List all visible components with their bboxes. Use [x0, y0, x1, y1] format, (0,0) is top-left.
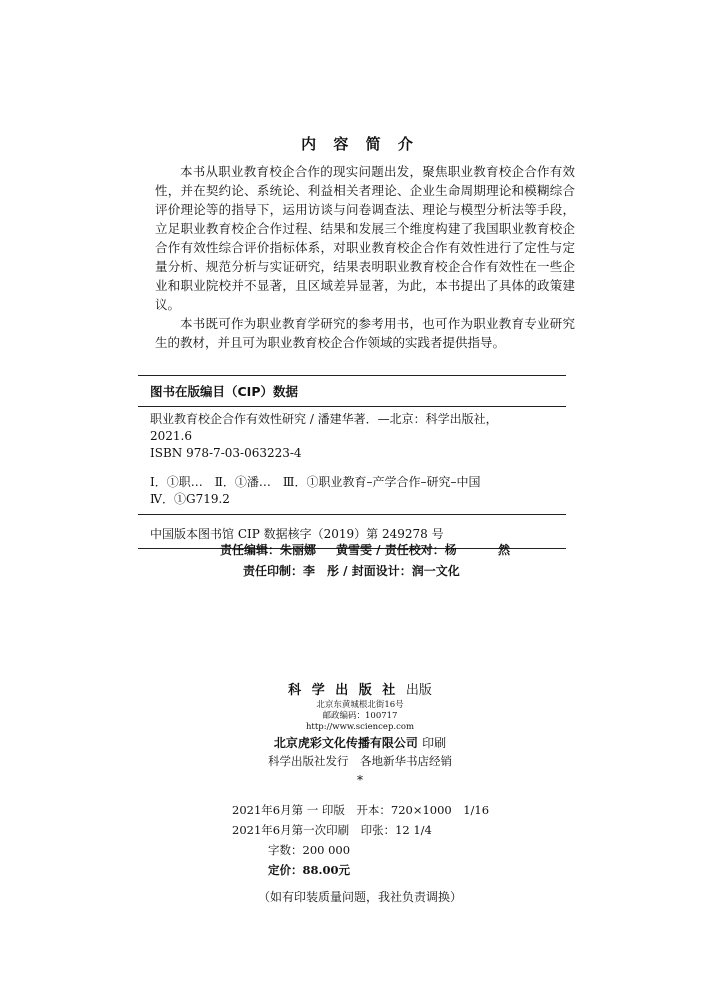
- credits: [0, 540, 720, 582]
- publisher-name: [0, 683, 720, 700]
- publisher-address: 北京东黄城根北街16号: [316, 699, 404, 710]
- cip-isbn: ISBN 978-7-03-063223-4: [150, 446, 302, 460]
- imprint-info: [232, 800, 489, 880]
- credit-line-production: [0, 561, 720, 582]
- imprint-printing: 2021年6月第一次印刷 印张：12 1/4: [232, 823, 432, 837]
- cip-line: 职业教育校企合作有效性研究 / 潘建华著．—北京：科学出版社，: [150, 412, 498, 426]
- cip-heading-rule: [138, 406, 566, 407]
- cip-heading: 图书在版编目（CIP）数据: [150, 384, 298, 399]
- cip-classification: Ⅰ．①职… Ⅱ．①潘… Ⅲ．①职业教育–产学合作–研究–中国: [150, 475, 481, 489]
- imprint-wordcount: 字数：200 000: [268, 843, 351, 857]
- imprint-edition: 2021年6月第 一 印版 开本：720×1000 1/16: [232, 803, 490, 817]
- credit-editor: 责任编辑：朱丽娜: [220, 543, 317, 557]
- publisher-postcode: 邮政编码：100717: [322, 710, 398, 721]
- summary-body: [155, 162, 575, 352]
- separator-star: *: [357, 773, 363, 788]
- cip-middle-rule: [138, 514, 566, 515]
- publisher-block: [0, 683, 720, 789]
- cip-line: 2021.6: [150, 429, 192, 443]
- cip-approval-number: 中国版本图书馆 CIP 数据核字（2019）第 249278 号: [150, 527, 444, 541]
- cip-record: [150, 411, 566, 508]
- printer-name-suffix: 印刷: [422, 735, 447, 750]
- credit-editor-proofreader: 黄雪雯 / 责任校对：杨: [336, 543, 457, 557]
- cip-top-rule: [138, 375, 566, 376]
- publisher-website: http://www.sciencep.com: [305, 721, 415, 732]
- imprint-price: 定价：88.00元: [268, 863, 351, 877]
- credit-line-editors: [0, 540, 720, 561]
- printer-name: [0, 736, 720, 752]
- publisher-name-text: 科 学 出 版 社: [288, 683, 399, 698]
- credit-proofreader-tail: 然: [498, 543, 511, 557]
- summary-paragraph: 本书从职业教育校企合作的现实问题出发，聚焦职业教育校企合作有效性，并在契约论、系统论、利益相关者理论、企业生命周期理论和模糊综合评价理论等的指导下，运用访谈与问卷调查法、理论与模型分析法等手段，立足职业教育校企合作过程、结果和发展三个维度构建了我国职业教育校企合作有效性综合评价指标体系，对职业教育校企合作有效性进行了定性与定量分析、规范分析与实证研究，结果表明职业教育校企合作有效性在一些企业和职业院校并不显著，且区域差异显著，为此，本书提出了具体的政策建议。: [155, 164, 575, 312]
- quality-notice: （如有印装质量问题，我社负责调换）: [257, 890, 462, 904]
- summary-title: 内 容 简 介: [301, 135, 419, 153]
- publisher-name-suffix: 出版: [405, 683, 432, 698]
- printer-name-text: 北京虎彩文化传播有限公司: [273, 735, 418, 750]
- cip-classification: Ⅳ．①G719.2: [150, 492, 230, 506]
- distribution-line: 科学出版社发行 各地新华书店经销: [268, 754, 452, 769]
- credit-production-design: 责任印制：李 彤 / 封面设计：润一文化: [243, 564, 460, 578]
- cip-data-block: [138, 375, 566, 549]
- summary-paragraph: 本书既可作为职业教育学研究的参考用书，也可作为职业教育专业研究生的教材，并且可为职业教育校企合作领域的实践者提供指导。: [155, 316, 575, 350]
